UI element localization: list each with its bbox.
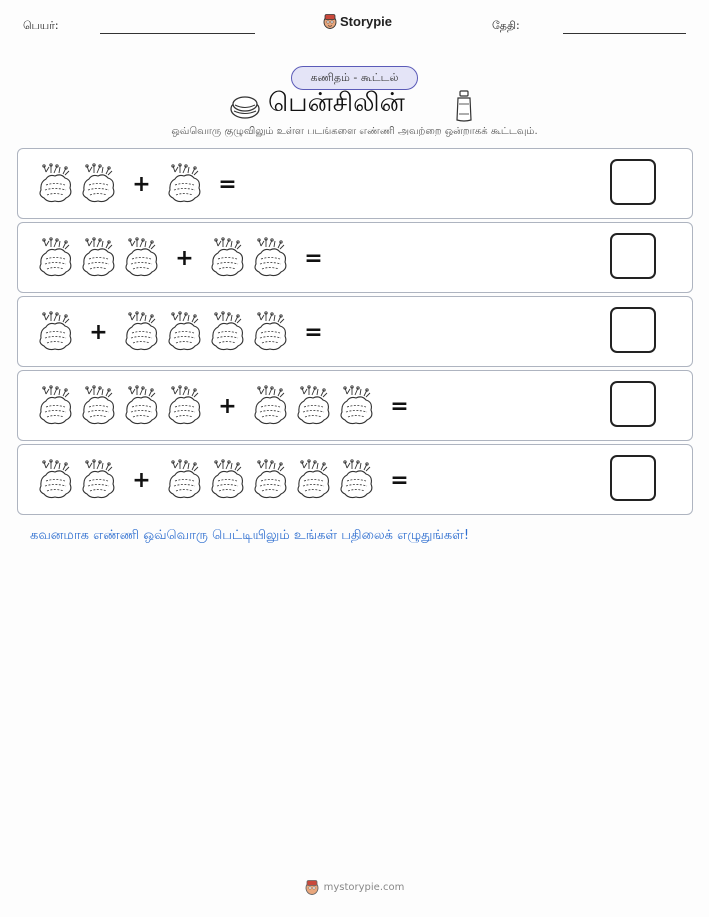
sea-shell-icon [167,310,202,354]
page-title: பென்சிலின் [268,88,405,118]
storypie-mascot-icon [323,13,337,29]
problem-row [17,444,693,515]
brand-name: Storypie [340,13,393,29]
sea-shell-icon [253,458,288,502]
answer-box[interactable] [610,233,656,279]
sea-shell-icon [81,236,116,280]
date-label: தேதி: [492,19,520,32]
sea-shell-icon [210,310,245,354]
sea-shell-icon [124,310,159,354]
sea-shell-icon [339,384,374,428]
plus-sign: + [175,245,194,271]
bottle-icon [453,89,475,123]
problem-row [17,370,693,441]
footer [0,879,709,895]
answer-box[interactable] [610,455,656,501]
answer-box[interactable] [610,307,656,353]
equals-sign: = [218,171,237,197]
storypie-mascot-icon [305,879,319,895]
date-field[interactable] [563,33,686,34]
sea-shell-icon [253,310,288,354]
instructions: ஒவ்வொரு குழுவிலும் உள்ள படங்களை எண்ணி அவற்றை ஒன்றாகக் கூட்டவும். [171,126,538,137]
sea-shell-icon [167,458,202,502]
worksheet-header [0,0,709,50]
plus-sign: + [89,319,108,345]
sea-shell-icon [253,236,288,280]
sea-shell-icon [81,162,116,206]
problem-expression [38,236,339,280]
sea-shell-icon [38,458,73,502]
problem-expression [38,384,425,428]
sea-shell-icon [296,384,331,428]
name-label: பெயர்: [23,19,59,32]
plus-sign: + [218,393,237,419]
equals-sign: = [304,245,323,271]
sea-shell-icon [339,458,374,502]
problem-expression [38,162,253,206]
sea-shell-icon [81,458,116,502]
brand-logo [323,13,392,29]
page-title-row [0,88,709,124]
sea-shell-icon [253,384,288,428]
sea-shell-icon [38,162,73,206]
sea-shell-icon [38,384,73,428]
problem-expression [38,458,425,502]
sea-shell-icon [296,458,331,502]
sea-shell-icon [124,384,159,428]
problem-row [17,148,693,219]
answer-box[interactable] [610,159,656,205]
topic-badge: கணிதம் - கூட்டல் [291,66,418,90]
plus-sign: + [132,171,151,197]
sea-shell-icon [210,236,245,280]
equals-sign: = [304,319,323,345]
sea-shell-icon [38,236,73,280]
answer-box[interactable] [610,381,656,427]
sea-shell-icon [210,458,245,502]
sea-shell-icon [81,384,116,428]
equals-sign: = [390,393,409,419]
problem-row [17,222,693,293]
problem-expression [38,310,339,354]
sea-shell-icon [229,92,261,120]
sea-shell-icon [167,162,202,206]
equals-sign: = [390,467,409,493]
plus-sign: + [132,467,151,493]
sea-shell-icon [167,384,202,428]
footer-url: mystorypie.com [323,881,405,893]
problem-row [17,296,693,367]
sea-shell-icon [38,310,73,354]
sea-shell-icon [124,236,159,280]
name-field[interactable] [100,33,255,34]
tip-text: கவனமாக எண்ணி ஒவ்வொரு பெட்டியிலும் உங்கள் பதிலைக் எழுதுங்கள்! [30,528,470,543]
